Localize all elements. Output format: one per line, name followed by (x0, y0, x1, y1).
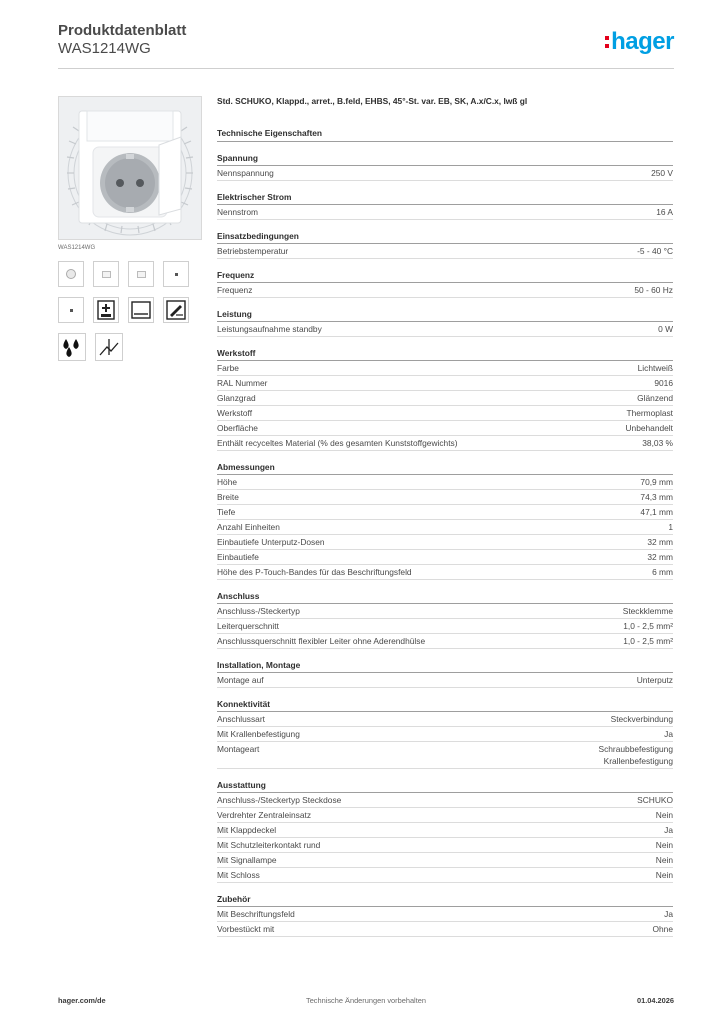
spec-row (217, 907, 673, 922)
spec-value: Steckverbindung (610, 714, 673, 724)
page-header (58, 20, 674, 69)
flush-socket-icon (58, 261, 84, 287)
spec-key: Montage auf (217, 675, 264, 685)
dot-icon (163, 261, 189, 287)
socket-with-flap-icon (58, 96, 202, 240)
spec-row (217, 376, 673, 391)
spec-value: 74,3 mm (640, 492, 673, 502)
spec-value: Lichtweiß (637, 363, 673, 373)
spec-row (217, 361, 673, 376)
spec-key: Mit Klappdeckel (217, 825, 277, 835)
spec-value: Unterputz (636, 675, 673, 685)
spec-key: Höhe des P-Touch-Bandes für das Beschriftungsfeld (217, 567, 412, 577)
feature-icon-row (58, 261, 208, 287)
dot-icon (58, 297, 84, 323)
spec-value: 250 V (651, 168, 673, 178)
spec-row (217, 205, 673, 220)
product-media (58, 96, 208, 361)
spec-key: RAL Nummer (217, 378, 268, 388)
spec-row (217, 619, 673, 634)
spec-key: Mit Schutzleiterkontakt rund (217, 840, 321, 850)
spec-key: Mit Schloss (217, 870, 260, 880)
spec-row (217, 673, 673, 688)
spec-value: Nein (655, 855, 673, 865)
spec-value: Nein (655, 870, 673, 880)
spec-row (217, 166, 673, 181)
page-footer (58, 996, 674, 1010)
spec-key: Anschluss-/Steckertyp (217, 606, 300, 616)
spec-sections (217, 153, 673, 937)
spec-key: Mit Signallampe (217, 855, 277, 865)
spec-row (217, 391, 673, 406)
spec-value: Nein (655, 840, 673, 850)
hager-logo[interactable] (605, 28, 674, 56)
spec-key: Höhe (217, 477, 238, 487)
section-title: Ausstattung (217, 780, 673, 793)
section-title: Konnektivität (217, 699, 673, 712)
spec-row (217, 634, 673, 649)
spec-row (217, 475, 673, 490)
spec-row (217, 853, 673, 868)
spec-value: Ja (664, 825, 673, 835)
spec-value: Thermoplast (626, 408, 673, 418)
spec-row (217, 712, 673, 727)
spec-value: 6 mm (652, 567, 673, 577)
spec-value: 70,9 mm (640, 477, 673, 487)
spec-key: Leistungsaufnahme standby (217, 324, 322, 334)
section-title: Einsatzbedingungen (217, 231, 673, 244)
spec-key: Farbe (217, 363, 239, 373)
spec-row (217, 436, 673, 451)
spec-value: 9016 (654, 378, 673, 388)
spec-row (217, 421, 673, 436)
plus-box-icon (93, 297, 119, 323)
spec-value: Unbehandelt (625, 423, 673, 433)
spec-value: 16 A (656, 207, 673, 217)
spec-row (217, 565, 673, 580)
connection-icon (95, 333, 123, 361)
spec-row (217, 604, 673, 619)
spec-value: 1 (668, 522, 673, 532)
section-title: Frequenz (217, 270, 673, 283)
label-field-icon (163, 297, 189, 323)
spec-row (217, 838, 673, 853)
spec-key: Werkstoff (217, 408, 253, 418)
spec-header: Technische Eigenschaften (217, 128, 673, 142)
footer-website-link[interactable]: hager.com/de (58, 996, 106, 1005)
spec-value: 38,03 % (642, 438, 673, 448)
spec-value: 32 mm (647, 537, 673, 547)
logo-dots-icon (605, 36, 609, 48)
footer-date: 01.04.2026 (637, 996, 674, 1005)
spec-key: Verdrehter Zentraleinsatz (217, 810, 312, 820)
spec-key: Betriebstemperatur (217, 246, 289, 256)
splash-protection-icon (58, 333, 86, 361)
spec-row (217, 808, 673, 823)
section-title: Anschluss (217, 591, 673, 604)
section-title: Abmessungen (217, 462, 673, 475)
spec-row (217, 868, 673, 883)
spec-value: Nein (655, 810, 673, 820)
spec-key: Tiefe (217, 507, 236, 517)
spec-key: Oberfläche (217, 423, 258, 433)
spec-key: Vorbestückt mit (217, 924, 275, 934)
spec-value: Ohne (652, 924, 673, 934)
spec-key: Nennstrom (217, 207, 258, 217)
spec-row (217, 550, 673, 565)
spec-row (217, 322, 673, 337)
product-description: Std. SCHUKO, Klappd., arret., B.feld, EHBS, 45°-St. var. EB, SK, A.x/C.x, Iwß gl (217, 96, 528, 106)
spec-value: -5 - 40 °C (637, 246, 673, 256)
spec-value: 47,1 mm (640, 507, 673, 517)
spec-row (217, 922, 673, 937)
section-title: Installation, Montage (217, 660, 673, 673)
spec-key: Mit Beschriftungsfeld (217, 909, 295, 919)
spec-key: Mit Krallenbefestigung (217, 729, 300, 739)
spec-value: 32 mm (647, 552, 673, 562)
spec-key: Breite (217, 492, 239, 502)
spec-key: Leiterquerschnitt (217, 621, 279, 631)
spec-key: Nennspannung (217, 168, 274, 178)
spec-row (217, 520, 673, 535)
spec-table (217, 96, 673, 937)
spec-row (217, 283, 673, 298)
spec-key: Glanzgrad (217, 393, 256, 403)
spec-row (217, 244, 673, 259)
spec-row (217, 505, 673, 520)
spec-row (217, 742, 673, 769)
footer-disclaimer: Technische Änderungen vorbehalten (306, 996, 426, 1005)
section-title: Elektrischer Strom (217, 192, 673, 205)
spec-key: Einbautiefe (217, 552, 259, 562)
section-title: Leistung (217, 309, 673, 322)
spec-key: Enthält recyceltes Material (% des gesamten Kunststoffgewichts) (217, 438, 458, 448)
spec-key: Anschlussart (217, 714, 265, 724)
spec-row (217, 490, 673, 505)
module-icon (93, 261, 119, 287)
spec-key: Anschluss-/Steckertyp Steckdose (217, 795, 342, 805)
spec-row (217, 406, 673, 421)
spec-value: Ja (664, 909, 673, 919)
module-icon (128, 261, 154, 287)
spec-key: Anschlussquerschnitt flexibler Leiter ohne Aderendhülse (217, 636, 426, 646)
logo-text: hager (611, 28, 674, 55)
spec-row (217, 727, 673, 742)
spec-key: Anzahl Einheiten (217, 522, 280, 532)
product-image-caption: WAS1214WG (58, 245, 96, 251)
spec-row (217, 823, 673, 838)
section-title: Werkstoff (217, 348, 673, 361)
spec-row (217, 535, 673, 550)
page-title: Produktdatenblatt (58, 22, 187, 39)
spec-key: Einbautiefe Unterputz-Dosen (217, 537, 325, 547)
feature-icon-row (58, 297, 208, 323)
spec-value: Steckklemme (622, 606, 673, 616)
feature-icon-row (58, 333, 208, 361)
spec-key: Montageart (217, 744, 260, 754)
spec-value: SCHUKO (637, 795, 673, 805)
spec-value: Schraubbefestigung Krallenbefestigung (598, 744, 673, 766)
spec-value: 50 - 60 Hz (634, 285, 673, 295)
frame-icon (128, 297, 154, 323)
spec-value: Glänzend (637, 393, 673, 403)
spec-key: Frequenz (217, 285, 253, 295)
section-title: Zubehör (217, 894, 673, 907)
spec-row (217, 793, 673, 808)
spec-value: 1,0 - 2,5 mm² (623, 621, 673, 631)
section-title: Spannung (217, 153, 673, 166)
product-number: WAS1214WG (58, 40, 151, 57)
spec-value: Ja (664, 729, 673, 739)
spec-value: 0 W (658, 324, 673, 334)
spec-value: 1,0 - 2,5 mm² (623, 636, 673, 646)
